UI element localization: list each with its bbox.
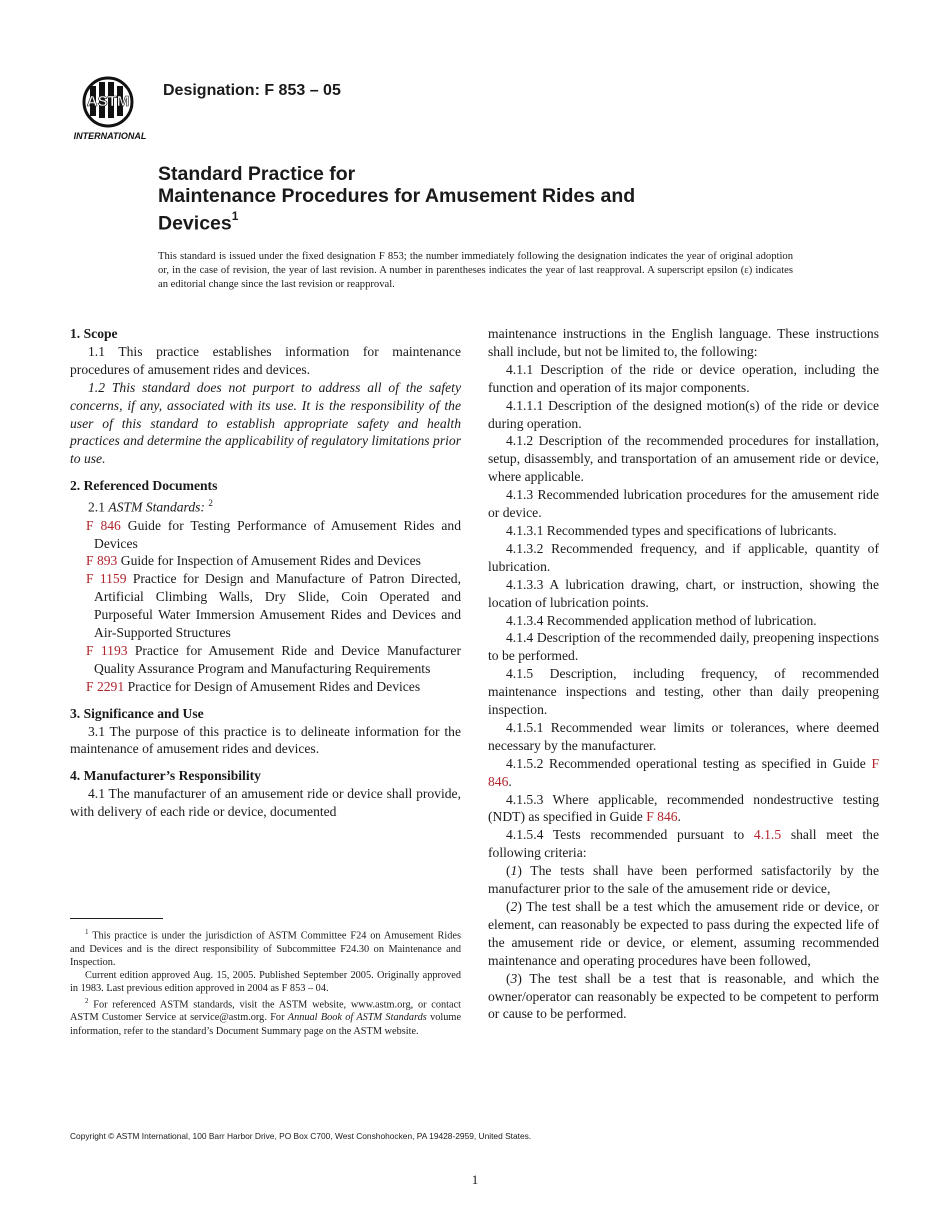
- document-title: [158, 163, 778, 235]
- title-line-3: Devices$^1$: [158, 209, 239, 235]
- designation: Designation: F 853 – 05: [163, 82, 341, 99]
- ref-link[interactable]: F 1193: [86, 642, 128, 658]
- para-4-1-1-1: 4.1.1.1 Description of the designed motion(s) of the ride or device during operation.: [488, 397, 879, 431]
- criterion-1: (1) The tests shall have been performed satisfactorily by the manufacturer prior to the sale of the amusement ride or device,: [488, 863, 880, 897]
- para-4-1-3: 4.1.3 Recommended lubrication procedures for the amusement ride or device.: [488, 487, 879, 521]
- para-4-1-4: 4.1.4 Description of the recommended daily, preopening inspections to be performed.: [488, 630, 879, 664]
- para-3-1: 3.1 The purpose of this practice is to delineate information for the maintenance of amusement rides and devices.: [70, 723, 461, 757]
- para-4-1-5-1: 4.1.5.1 Recommended wear limits or tolerances, where deemed necessary by the manufacturer.: [488, 719, 879, 753]
- issuance-notice: This standard is issued under the fixed designation F 853; the number immediately following the designation indicates the year of original adoption or, in the case of revision, the year of last revision. A number in parentheses indicates the year of last reapproval. A superscript epsilon (ε) indicates an editorial change since the last revision or reapproval.: [158, 251, 793, 291]
- section-heading-significance: 3. Significance and Use: [70, 705, 204, 721]
- criterion-2: (2) The test shall be a test which the amusement ride or device, or element, can reasonably be expected to pass during the expected life of the amusement ride or device, or element, assuming recommended maintenance and operating procedures have been followed,: [488, 899, 879, 968]
- footnote-2: $^2$ For referenced ASTM standards, visit the ASTM website, www.astm.org, or contact ASTM Customer Service at service@astm.org. For Annual Book of ASTM Standards volume information, refer to the standard’s Document Summary page on the ASTM website.: [70, 996, 462, 1037]
- para-1-1: 1.1 This practice establishes information for maintenance procedures of amusement rides and devices.: [70, 343, 461, 377]
- left-column: [70, 325, 461, 821]
- para-4-1-1: 4.1.1 Description of the ride or device operation, including the function and operation of its major components.: [488, 361, 879, 395]
- logo-text: ASTM: [86, 93, 130, 110]
- page-number: 1: [471, 1172, 479, 1187]
- footnote-1: $^1$ This practice is under the jurisdiction of ASTM Committee F24 on Amusement Rides and Devices and is the direct responsibility of Subcommittee F24.30 on Maintenance and Inspection.: [70, 928, 461, 968]
- para-4-1-3-3: 4.1.3.3 A lubrication drawing, chart, or instruction, showing the location of lubrication points.: [488, 576, 879, 610]
- title-line-1: Standard Practice for: [158, 163, 356, 185]
- para-4-1-5-4: 4.1.5.4 Tests recommended pursuant to 4.1.5 shall meet the following criteria:: [488, 827, 879, 861]
- ref-link-f846[interactable]: F 846: [488, 755, 879, 789]
- footnotes: [70, 926, 461, 1038]
- criterion-3: (3) The test shall be a test that is reasonable, and which the owner/operator can reasonably be expected to be competent to perform or cause to be performed.: [488, 970, 879, 1022]
- right-column: [488, 325, 879, 1023]
- para-4-1-5: 4.1.5 Description, including frequency, of recommended maintenance inspections and testing, other than daily preopening inspection.: [488, 666, 879, 718]
- para-1-2: 1.2 This standard does not purport to address all of the safety concerns, if any, associated with its use. It is the responsibility of the user of this standard to establish appropriate safety and health practices and determine the applicability of regulatory limitations prior to use.: [70, 379, 461, 467]
- ref-link[interactable]: F 893: [86, 553, 118, 569]
- astm-logo: [68, 72, 152, 142]
- section-heading-manufacturer: 4. Manufacturer’s Responsibility: [70, 768, 261, 784]
- para-4-1-3-4: 4.1.3.4 Recommended application method of lubrication.: [506, 612, 817, 628]
- footnote-divider: [70, 918, 163, 919]
- para-4-1-2: 4.1.2 Description of the recommended procedures for installation, setup, disassembly, and transportation of an amusement ride or device, where applicable.: [488, 433, 879, 485]
- copyright-notice: Copyright © ASTM International, 100 Barr Harbor Drive, PO Box C700, West Conshohocken, PA 19428-2959, United States.: [70, 1131, 532, 1141]
- logo-subtitle: INTERNATIONAL: [73, 131, 147, 141]
- para-4-1-3-2: 4.1.3.2 Recommended frequency, and if applicable, quantity of lubrication.: [488, 540, 879, 574]
- para-2-1: 2.1 ASTM Standards: $^2$: [88, 498, 213, 515]
- ref-link[interactable]: F 846: [86, 517, 121, 533]
- para-4-1: 4.1 The manufacturer of an amusement ride or device shall provide, with delivery of each ride or device, documented: [70, 786, 461, 820]
- footnote-edition: Current edition approved Aug. 15, 2005. Published September 2005. Originally approved in 1983. Last previous edition approved in 2004 as F 853 – 04.: [70, 969, 461, 994]
- ref-list-item: F 846 Guide for Testing Performance of Amusement Rides and Devices: [86, 517, 461, 551]
- ref-link-4-1-5[interactable]: 4.1.5: [753, 827, 782, 843]
- ref-list-item: F 893 Guide for Inspection of Amusement Rides and Devices: [86, 553, 421, 569]
- para-4-1-5-2: 4.1.5.2 Recommended operational testing as specified in Guide F 846.: [488, 755, 879, 789]
- ref-link-f846[interactable]: F 846: [646, 809, 678, 825]
- title-line-2: Maintenance Procedures for Amusement Rides and: [158, 185, 636, 207]
- section-heading-referenced-documents: 2. Referenced Documents: [70, 478, 218, 494]
- ref-link[interactable]: F 2291: [86, 678, 125, 694]
- ref-list-item: F 2291 Practice for Design of Amusement Rides and Devices: [86, 678, 421, 694]
- ref-link[interactable]: F 1159: [86, 571, 127, 587]
- ref-list-item: F 1193 Practice for Amusement Ride and Device Manufacturer Quality Assurance Program and Manufacturing Requirements: [86, 642, 461, 676]
- title-footnote-mark: 1: [231, 209, 239, 223]
- para-4-1-3-1: 4.1.3.1 Recommended types and specifications of lubricants.: [506, 522, 837, 538]
- para-4-1-cont: maintenance instructions in the English language. These instructions shall include, but not be limited to, the following:: [488, 326, 879, 359]
- section-heading-scope: 1. Scope: [70, 326, 118, 341]
- para-4-1-5-3: 4.1.5.3 Where applicable, recommended nondestructive testing (NDT) as specified in Guide F 846.: [488, 791, 879, 825]
- ref-list-item: F 1159 Practice for Design and Manufacture of Patron Directed, Artificial Climbing Walls, Dry Slide, Coin Operated and Purposeful Water Immersion Amusement Rides and Devices and Air-Supported Structures: [86, 571, 461, 641]
